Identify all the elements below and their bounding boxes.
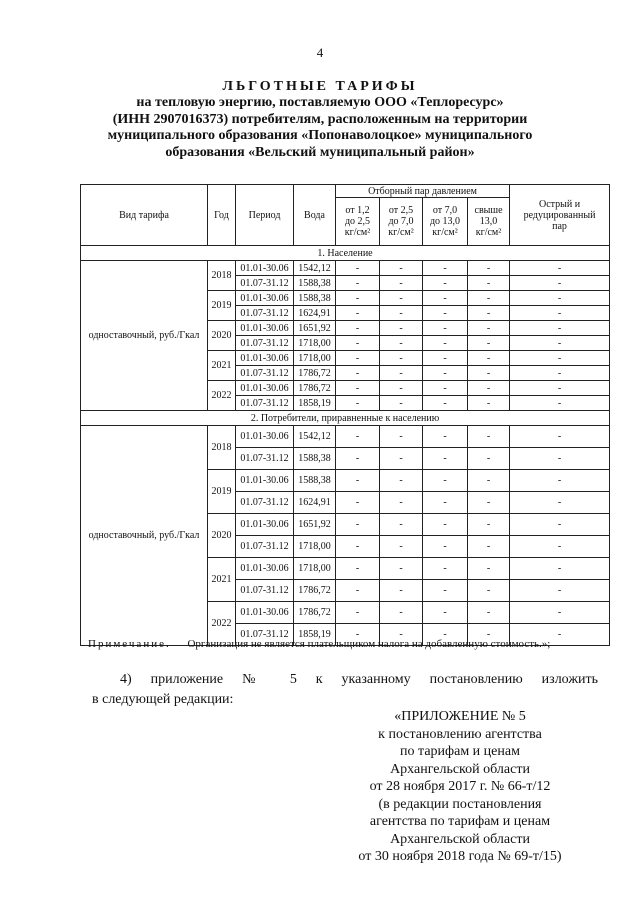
water-tariff-cell: 1588,38 [294,291,336,306]
period-cell: 01.01-30.06 [236,321,294,336]
period-cell: 01.01-30.06 [236,351,294,366]
empty-tariff-cell: - [380,514,423,536]
period-cell: 01.07-31.12 [236,492,294,514]
appendix-line: Архангельской области [390,831,530,847]
empty-tariff-cell: - [380,448,423,470]
appendix-line: Архангельской области [390,761,530,777]
water-tariff-cell: 1588,38 [294,276,336,291]
period-cell: 01.01-30.06 [236,602,294,624]
empty-tariff-cell: - [510,291,610,306]
empty-tariff-cell: - [336,366,380,381]
page-number: 4 [316,45,324,60]
empty-tariff-cell: - [380,426,423,448]
empty-tariff-cell: - [468,602,510,624]
year-cell: 2019 [208,291,236,321]
empty-tariff-cell: - [380,306,423,321]
water-tariff-cell: 1786,72 [294,366,336,381]
empty-tariff-cell: - [468,426,510,448]
document-title [60,78,580,161]
appendix-line: к постановлению агентства [378,726,542,742]
empty-tariff-cell: - [510,426,610,448]
empty-tariff-cell: - [468,492,510,514]
table-row [81,426,610,448]
section-row [81,246,610,261]
water-tariff-cell: 1786,72 [294,602,336,624]
empty-tariff-cell: - [380,624,423,646]
empty-tariff-cell: - [336,291,380,306]
empty-tariff-cell: - [423,558,468,580]
note [88,638,550,650]
header-year: Год [208,185,236,246]
section-title: 1. Население [81,246,610,261]
empty-tariff-cell: - [336,514,380,536]
table-row [81,261,610,276]
empty-tariff-cell: - [423,536,468,558]
empty-tariff-cell: - [510,602,610,624]
tariffs-table [80,184,610,646]
empty-tariff-cell: - [380,558,423,580]
empty-tariff-cell: - [380,321,423,336]
empty-tariff-cell: - [468,276,510,291]
year-cell: 2021 [208,351,236,381]
empty-tariff-cell: - [468,381,510,396]
period-cell: 01.07-31.12 [236,396,294,411]
header-steam-group: Отборный пар давлением [336,185,510,198]
empty-tariff-cell: - [336,426,380,448]
empty-tariff-cell: - [380,492,423,514]
empty-tariff-cell: - [336,580,380,602]
water-tariff-cell: 1858,19 [294,624,336,646]
period-cell: 01.01-30.06 [236,381,294,396]
year-cell: 2022 [208,381,236,411]
title-line: образования «Вельский муниципальный район» [165,144,475,160]
empty-tariff-cell: - [380,291,423,306]
period-cell: 01.01-30.06 [236,470,294,492]
empty-tariff-cell: - [423,276,468,291]
empty-tariff-cell: - [336,602,380,624]
empty-tariff-cell: - [510,448,610,470]
empty-tariff-cell: - [380,336,423,351]
empty-tariff-cell: - [336,261,380,276]
empty-tariff-cell: - [336,306,380,321]
empty-tariff-cell: - [468,396,510,411]
empty-tariff-cell: - [423,602,468,624]
empty-tariff-cell: - [510,336,610,351]
empty-tariff-cell: - [336,336,380,351]
empty-tariff-cell: - [423,261,468,276]
table-body [81,246,610,646]
water-tariff-cell: 1651,92 [294,514,336,536]
empty-tariff-cell: - [423,336,468,351]
empty-tariff-cell: - [510,381,610,396]
year-cell: 2020 [208,321,236,351]
empty-tariff-cell: - [423,492,468,514]
empty-tariff-cell: - [336,381,380,396]
empty-tariff-cell: - [380,261,423,276]
water-tariff-cell: 1718,00 [294,336,336,351]
empty-tariff-cell: - [510,276,610,291]
empty-tariff-cell: - [468,366,510,381]
empty-tariff-cell: - [510,492,610,514]
empty-tariff-cell: - [423,306,468,321]
empty-tariff-cell: - [468,470,510,492]
empty-tariff-cell: - [423,470,468,492]
period-cell: 01.07-31.12 [236,448,294,470]
appendix-line: от 30 ноября 2018 года № 69-т/15) [358,849,562,864]
empty-tariff-cell: - [468,624,510,646]
tariff-kind: одноставочный, руб./Гкал [81,426,208,646]
header-period: Период [236,185,294,246]
year-cell: 2020 [208,514,236,558]
empty-tariff-cell: - [380,536,423,558]
water-tariff-cell: 1542,12 [294,426,336,448]
empty-tariff-cell: - [468,336,510,351]
empty-tariff-cell: - [510,396,610,411]
empty-tariff-cell: - [468,321,510,336]
header-steam-2: от 2,5 до 7,0 кг/см² [380,198,423,246]
empty-tariff-cell: - [468,580,510,602]
empty-tariff-cell: - [336,448,380,470]
year-cell: 2018 [208,261,236,291]
appendix-header [330,708,590,866]
water-tariff-cell: 1588,38 [294,470,336,492]
empty-tariff-cell: - [468,261,510,276]
empty-tariff-cell: - [336,396,380,411]
title-line: на тепловую энергию, поставляемую ООО «Теплоресурс» [136,95,504,110]
item-4-paragraph [92,670,598,710]
period-cell: 01.01-30.06 [236,426,294,448]
empty-tariff-cell: - [380,366,423,381]
water-tariff-cell: 1786,72 [294,381,336,396]
empty-tariff-cell: - [423,351,468,366]
empty-tariff-cell: - [423,321,468,336]
header-steam-3: от 7,0 до 13,0 кг/см² [423,198,468,246]
water-tariff-cell: 1542,12 [294,261,336,276]
empty-tariff-cell: - [423,366,468,381]
empty-tariff-cell: - [423,396,468,411]
empty-tariff-cell: - [380,396,423,411]
header-steam-4: свыше 13,0 кг/см² [468,198,510,246]
empty-tariff-cell: - [510,580,610,602]
period-cell: 01.07-31.12 [236,624,294,646]
empty-tariff-cell: - [336,558,380,580]
period-cell: 01.07-31.12 [236,336,294,351]
period-cell: 01.01-30.06 [236,261,294,276]
empty-tariff-cell: - [468,558,510,580]
title-line: муниципального образования «Попонаволоцкое» муниципального [107,128,533,143]
empty-tariff-cell: - [380,351,423,366]
empty-tariff-cell: - [336,492,380,514]
title-line: (ИНН 2907016373) потребителям, расположенным на территории [112,111,528,127]
header-kind: Вид тарифа [81,185,208,246]
water-tariff-cell: 1624,91 [294,306,336,321]
empty-tariff-cell: - [468,536,510,558]
empty-tariff-cell: - [380,602,423,624]
empty-tariff-cell: - [380,470,423,492]
empty-tariff-cell: - [510,558,610,580]
period-cell: 01.07-31.12 [236,276,294,291]
empty-tariff-cell: - [336,321,380,336]
period-cell: 01.01-30.06 [236,514,294,536]
year-cell: 2021 [208,558,236,602]
empty-tariff-cell: - [423,291,468,306]
empty-tariff-cell: - [336,624,380,646]
water-tariff-cell: 1718,00 [294,536,336,558]
empty-tariff-cell: - [380,580,423,602]
water-tariff-cell: 1624,91 [294,492,336,514]
tariff-kind: одноставочный, руб./Гкал [81,261,208,411]
water-tariff-cell: 1651,92 [294,321,336,336]
empty-tariff-cell: - [380,276,423,291]
header-sharp-steam: Острый и редуцированный пар [510,185,610,246]
water-tariff-cell: 1786,72 [294,580,336,602]
empty-tariff-cell: - [510,261,610,276]
empty-tariff-cell: - [510,351,610,366]
empty-tariff-cell: - [423,381,468,396]
appendix-line: от 28 ноября 2017 г. № 66-т/12 [369,779,551,794]
title-main: ЛЬГОТНЫЕ ТАРИФЫ [222,79,418,94]
water-tariff-cell: 1858,19 [294,396,336,411]
period-cell: 01.07-31.12 [236,580,294,602]
note-label: Примечание. [88,638,171,650]
period-cell: 01.07-31.12 [236,306,294,321]
empty-tariff-cell: - [510,514,610,536]
appendix-line: «ПРИЛОЖЕНИЕ № 5 [394,709,526,724]
item-4-first-line: 4) приложение № 5 к указанному постановлению изложить [120,672,598,687]
water-tariff-cell: 1718,00 [294,351,336,366]
year-cell: 2019 [208,470,236,514]
header-steam-1: от 1,2 до 2,5 кг/см² [336,198,380,246]
empty-tariff-cell: - [336,470,380,492]
water-tariff-cell: 1588,38 [294,448,336,470]
period-cell: 01.07-31.12 [236,366,294,381]
empty-tariff-cell: - [336,536,380,558]
section-row [81,411,610,426]
year-cell: 2022 [208,602,236,646]
empty-tariff-cell: - [336,351,380,366]
appendix-line: агентства по тарифам и ценам [369,814,551,829]
empty-tariff-cell: - [380,381,423,396]
empty-tariff-cell: - [468,351,510,366]
empty-tariff-cell: - [423,624,468,646]
empty-tariff-cell: - [510,470,610,492]
period-cell: 01.07-31.12 [236,536,294,558]
year-cell: 2018 [208,426,236,470]
empty-tariff-cell: - [510,624,610,646]
empty-tariff-cell: - [423,580,468,602]
empty-tariff-cell: - [510,306,610,321]
empty-tariff-cell: - [468,306,510,321]
empty-tariff-cell: - [510,536,610,558]
water-tariff-cell: 1718,00 [294,558,336,580]
empty-tariff-cell: - [510,366,610,381]
appendix-line: по тарифам и ценам [400,744,520,759]
note-text: Организация не является плательщиком налога на добавленную стоимость.»; [187,638,551,650]
empty-tariff-cell: - [423,426,468,448]
empty-tariff-cell: - [468,448,510,470]
item-4-second-line: в следующей редакции: [92,692,234,707]
header-water: Вода [294,185,336,246]
appendix-line: (в редакции постановления [378,796,542,812]
period-cell: 01.01-30.06 [236,291,294,306]
period-cell: 01.01-30.06 [236,558,294,580]
section-title: 2. Потребители, приравненные к населению [81,411,610,426]
empty-tariff-cell: - [468,514,510,536]
empty-tariff-cell: - [336,276,380,291]
empty-tariff-cell: - [468,291,510,306]
empty-tariff-cell: - [423,514,468,536]
empty-tariff-cell: - [423,448,468,470]
empty-tariff-cell: - [510,321,610,336]
